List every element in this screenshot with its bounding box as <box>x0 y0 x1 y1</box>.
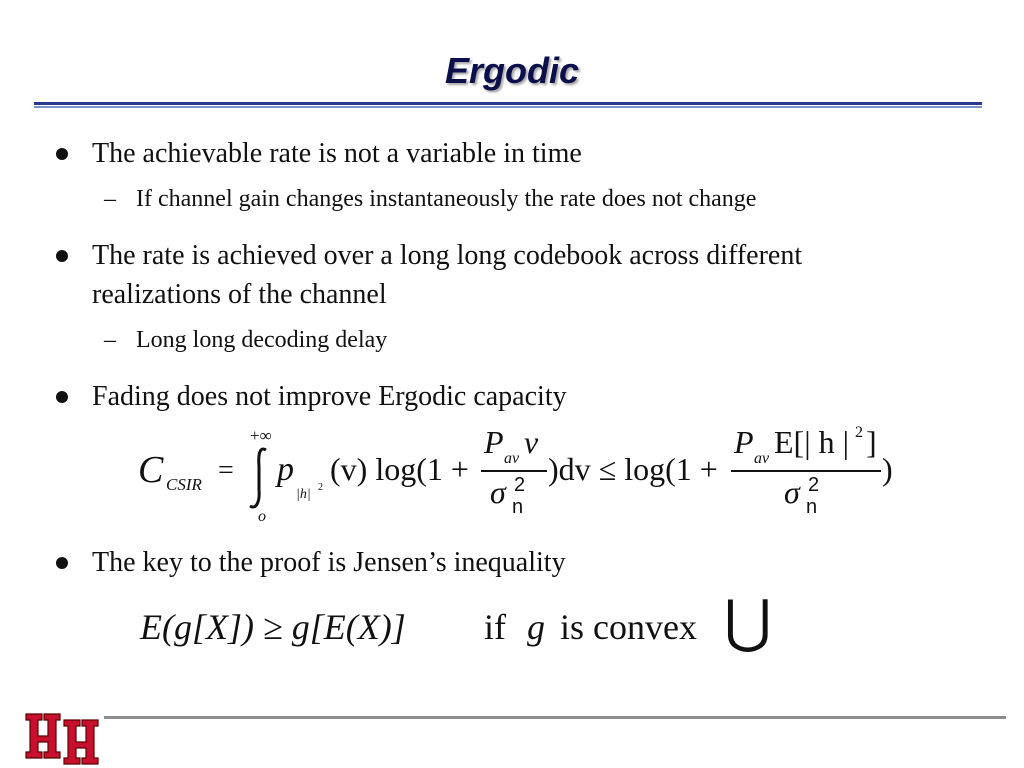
dash-icon: – <box>104 327 116 353</box>
eq2-part3: g <box>527 607 545 647</box>
eq2-part2: if <box>484 607 506 647</box>
eq1-arg: (v) log(1 + <box>330 451 469 487</box>
eq1-num1-sub: av <box>504 450 520 467</box>
eq1-den2-sup: 2 <box>808 474 820 496</box>
eq1-tail1: )dv ≤ log(1 + <box>548 451 718 487</box>
eq1-num2: P <box>734 424 754 460</box>
eq2-part1: E(g[X]) ≥ g[E(X)] <box>140 607 406 647</box>
union-icon: ⋃ <box>724 589 772 654</box>
sub-bullet-1-text: If channel gain changes instantaneously the rate does not change <box>136 186 757 212</box>
eq1-num1: P <box>484 424 504 460</box>
eq1-num2-close: ] <box>866 424 877 460</box>
eq2-part4: is convex <box>560 607 697 647</box>
eq1-p-sub: |h| <box>296 487 311 502</box>
eq1-lhs: C <box>138 449 164 491</box>
integral-icon <box>246 446 272 510</box>
eq1-lhs-sub: CSIR <box>166 475 202 494</box>
fraction-bar-1 <box>481 470 547 472</box>
eq1-equals: = <box>218 455 234 486</box>
bullet-2-text-line2: realizations of the channel <box>92 279 387 310</box>
title-rule-secondary <box>34 106 982 108</box>
bullet-3-text: Fading does not improve Ergodic capacity <box>92 381 567 412</box>
eq1-p-sub-sup: 2 <box>318 482 323 493</box>
uh-logo-icon <box>24 712 104 766</box>
title-rule <box>34 102 982 105</box>
eq1-den2-sub: n <box>806 496 818 518</box>
eq1-num1-tail: v <box>524 424 539 460</box>
eq1-int-lower: o <box>258 508 266 525</box>
eq1-den2: σ <box>784 474 800 510</box>
eq1-num2-sub: av <box>754 450 770 467</box>
fraction-bar-2 <box>731 470 881 472</box>
eq1-int-upper: +∞ <box>250 426 272 445</box>
footer-rule <box>104 716 1006 719</box>
eq1-tail2: ) <box>882 451 893 487</box>
sub-bullet-2-text: Long long decoding delay <box>136 327 388 353</box>
bullet-1-text: The achievable rate is not a variable in time <box>92 138 582 169</box>
eq1-num2-sup: 2 <box>855 424 863 441</box>
dash-icon: – <box>104 186 116 212</box>
bullet-dot-icon <box>56 148 68 160</box>
bullet-dot-icon <box>56 250 68 262</box>
bullet-2-text-line1: The rate is achieved over a long long codebook across different <box>92 240 803 271</box>
eq1-den1-sup: 2 <box>514 474 526 496</box>
eq1-p: p <box>277 451 294 488</box>
slide-title: Ergodic <box>444 50 579 91</box>
eq1-den1: σ <box>490 474 506 510</box>
eq1-num2-tail: E[| h | <box>774 424 850 460</box>
bullet-dot-icon <box>56 557 68 569</box>
bullet-4-text: The key to the proof is Jensen’s inequality <box>92 547 566 578</box>
bullet-dot-icon <box>56 391 68 403</box>
eq1-den1-sub: n <box>512 496 524 518</box>
